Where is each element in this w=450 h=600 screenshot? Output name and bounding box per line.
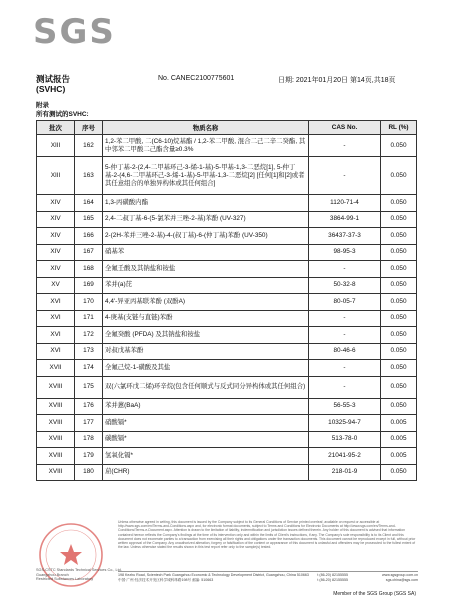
cell-cas: 98-95-3 <box>309 244 381 261</box>
lab-info: SGS-CSTC Standards Technical Services Co., Ltd. Guangzhou Branch Restricted Substances Laboratory <box>36 568 122 581</box>
cell-batch: XIV <box>37 244 75 261</box>
cell-batch: XVIII <box>37 376 75 398</box>
report-title: 测试报告 <box>36 74 71 84</box>
cell-rl: 0.050 <box>381 343 417 360</box>
cell-rl: 0.005 <box>381 431 417 448</box>
cell-cas: 50-32-8 <box>309 277 381 294</box>
cell-substance: 5-仲丁基-2-(2,4-二甲基环己-3-烯-1-基)-5-甲基-1,3-二恶烷[1], 5-仲丁基-2-(4,6-二甲基环己-3-烯-1-基)-5-甲基-1,3-二恶烷[2] [任何[1]和[2]或者其任意组合的单独异构体或其任何组合] <box>103 157 309 195</box>
cell-no: 171 <box>75 310 103 327</box>
cell-no: 170 <box>75 294 103 311</box>
website: www.sgsgroup.com.cn <box>382 573 418 577</box>
table-row <box>37 343 417 360</box>
table-row <box>37 135 417 157</box>
cell-cas: - <box>309 327 381 344</box>
cell-batch: XVIII <box>37 415 75 432</box>
cell-cas: 218-01-9 <box>309 464 381 481</box>
cell-cas: 513-78-0 <box>309 431 381 448</box>
appendix-label: 附录 <box>36 102 49 109</box>
cell-batch: XIV <box>37 261 75 278</box>
cell-substance: 4-庚基(支链与直链)苯酚 <box>103 310 309 327</box>
cell-substance: 全氟癸酸 (PFDA) 及其钠盐和铵盐 <box>103 327 309 344</box>
cell-batch: XVI <box>37 294 75 311</box>
cell-substance: 2-(2H-苯并三唑-2-基)-4-(叔丁基)-6-(仲丁基)苯酚 (UV-350) <box>103 228 309 245</box>
address-block <box>118 573 418 583</box>
table-row <box>37 277 417 294</box>
table-row <box>37 228 417 245</box>
table-row <box>37 294 417 311</box>
cell-no: 164 <box>75 195 103 212</box>
table-row <box>37 211 417 228</box>
cell-substance: 全氟壬酸及其钠盐和铵盐 <box>103 261 309 278</box>
disclaimer-text: Unless otherwise agreed in writing, this document is issued by the Company subject to its General Conditions of Service printed overleaf, available on request or accessible at http://www.sgs.com/en/Terms-and-Conditions.aspx and, for electronic format documents, subject to Terms and Conditions for Electronic Documents at http://www.sgs.com/en/Terms-and-Conditions/Terms-e-Document.aspx. Attention is drawn to the limitation of liability, indemnification and jurisdiction issues defined therein. Any holder of this document is advised that information contained hereon reflects the Company's findings at the time of its intervention only and within the limits of Client's instructions, if any. The Company's sole responsibility is to its Client and this document does not exonerate parties to a transaction from exercising all their rights and obligations under the transaction documents. This document cannot be reproduced except in full, without prior written approval of the Company. Any unauthorized alteration, forgery or falsification of the content or appearance of this document is unlawful and offenders may be prosecuted to the fullest extent of the law. Unless otherwise stated the results shown in this test report refer only to the sample(s) tested. <box>118 520 416 550</box>
cell-batch: XIII <box>37 157 75 195</box>
cell-cas: 80-46-6 <box>309 343 381 360</box>
cell-substance: 4,4'-异亚丙基联苯酚 (双酚A) <box>103 294 309 311</box>
cell-no: 168 <box>75 261 103 278</box>
report-subtitle: (SVHC) <box>36 84 66 94</box>
cell-cas: - <box>309 157 381 195</box>
cell-batch: XVI <box>37 327 75 344</box>
col-batch: 批次 <box>37 121 75 135</box>
cell-rl: 0.050 <box>381 135 417 157</box>
cell-rl: 0.050 <box>381 464 417 481</box>
table-header-row <box>37 121 417 135</box>
cell-rl: 0.050 <box>381 310 417 327</box>
table-row <box>37 195 417 212</box>
cell-rl: 0.050 <box>381 195 417 212</box>
cell-batch: XVIII <box>37 464 75 481</box>
cell-substance: 双(六氯环戊二烯)环辛烷(包含任何顺式与反式同分异构体或其任何组合) <box>103 376 309 398</box>
cell-substance: 碳酸镉* <box>103 431 309 448</box>
cell-substance: 对叔戊基苯酚 <box>103 343 309 360</box>
col-substance: 物质名称 <box>103 121 309 135</box>
cell-rl: 0.050 <box>381 211 417 228</box>
col-rl: RL (%) <box>381 121 417 135</box>
cell-no: 179 <box>75 448 103 465</box>
cell-no: 172 <box>75 327 103 344</box>
col-no: 序号 <box>75 121 103 135</box>
phone-2: t (86-20) 82155555 <box>317 578 348 582</box>
table-row <box>37 398 417 415</box>
address-en: 198 Kezhu Road, Scientech Park Guangzhou Economic & Technology Development District, Guangzhou, China 510663 <box>118 573 309 577</box>
svhc-table <box>36 120 417 481</box>
cell-batch: XVI <box>37 310 75 327</box>
cell-cas: - <box>309 261 381 278</box>
member-line: Member of the SGS Group (SGS SA) <box>333 591 416 597</box>
table-row <box>37 327 417 344</box>
cell-no: 165 <box>75 211 103 228</box>
cell-no: 166 <box>75 228 103 245</box>
cell-cas: 36437-37-3 <box>309 228 381 245</box>
cell-no: 177 <box>75 415 103 432</box>
footer-divider <box>118 571 418 572</box>
address-cn: 中国·广州·经济技术开发区科学城科珠路198号 邮编: 510663 <box>118 578 214 582</box>
cell-cas: 1120-71-4 <box>309 195 381 212</box>
table-row <box>37 431 417 448</box>
cell-batch: XV <box>37 277 75 294</box>
cell-cas: - <box>309 376 381 398</box>
table-row <box>37 464 417 481</box>
cell-no: 175 <box>75 376 103 398</box>
cell-batch: XVIII <box>37 431 75 448</box>
cell-rl: 0.050 <box>381 360 417 377</box>
cell-no: 163 <box>75 157 103 195</box>
cell-substance: 苯并(a)芘 <box>103 277 309 294</box>
cell-substance: 䓛(CHR) <box>103 464 309 481</box>
cell-no: 180 <box>75 464 103 481</box>
cell-no: 167 <box>75 244 103 261</box>
date-and-page: 日期: 2021年01月20日 第14页,共18页 <box>278 77 396 84</box>
cell-no: 169 <box>75 277 103 294</box>
cell-no: 173 <box>75 343 103 360</box>
report-number: No. CANEC2100775601 <box>158 75 235 82</box>
cell-no: 178 <box>75 431 103 448</box>
cell-substance: 1,3-丙磺酸内酯 <box>103 195 309 212</box>
cell-batch: XIII <box>37 135 75 157</box>
cell-rl: 0.005 <box>381 415 417 432</box>
cell-cas: - <box>309 135 381 157</box>
cell-substance: 硝酸镉* <box>103 415 309 432</box>
cell-substance: 2,4-二叔丁基-6-(5-氯苯并三唑-2-基)苯酚 (UV-327) <box>103 211 309 228</box>
cell-substance: 苯并蒽(BaA) <box>103 398 309 415</box>
cell-batch: XIV <box>37 228 75 245</box>
cell-rl: 0.050 <box>381 157 417 195</box>
section-heading: 所有测试的SVHC: <box>36 111 89 118</box>
cell-cas: 10325-94-7 <box>309 415 381 432</box>
cell-rl: 0.050 <box>381 398 417 415</box>
cell-substance: 氢氧化镉* <box>103 448 309 465</box>
cell-batch: XVIII <box>37 448 75 465</box>
table-row <box>37 310 417 327</box>
phone-1: t (86-20) 82155555 <box>317 573 348 577</box>
cell-rl: 0.050 <box>381 228 417 245</box>
table-row <box>37 157 417 195</box>
table-row <box>37 415 417 432</box>
table-row <box>37 261 417 278</box>
cell-no: 162 <box>75 135 103 157</box>
table-row <box>37 360 417 377</box>
sgs-logo: SGS <box>33 12 116 52</box>
cell-cas: 3864-99-1 <box>309 211 381 228</box>
cell-cas: - <box>309 310 381 327</box>
cell-batch: XIV <box>37 195 75 212</box>
cell-no: 174 <box>75 360 103 377</box>
col-cas: CAS No. <box>309 121 381 135</box>
cell-batch: XVIII <box>37 398 75 415</box>
table-row <box>37 376 417 398</box>
cell-rl: 0.050 <box>381 244 417 261</box>
cell-rl: 0.050 <box>381 294 417 311</box>
cell-batch: XIV <box>37 211 75 228</box>
cell-batch: XVI <box>37 343 75 360</box>
cell-cas: 56-55-3 <box>309 398 381 415</box>
table-row <box>37 244 417 261</box>
cell-batch: XVII <box>37 360 75 377</box>
cell-rl: 0.050 <box>381 327 417 344</box>
email: sgs.china@sgs.com <box>385 578 418 582</box>
cell-cas: - <box>309 360 381 377</box>
cell-no: 176 <box>75 398 103 415</box>
cell-rl: 0.050 <box>381 376 417 398</box>
cell-rl: 0.050 <box>381 277 417 294</box>
cell-substance: 硝基苯 <box>103 244 309 261</box>
cell-cas: 80-05-7 <box>309 294 381 311</box>
cell-rl: 0.005 <box>381 448 417 465</box>
cell-substance: 1,2-苯二甲酸, 二(C6-10)烷基酯 / 1,2-苯二甲酸, 混合二己二辛二癸酯, 其中邻苯二甲酸二己酯含量≥0.3% <box>103 135 309 157</box>
cell-substance: 全氟己烷-1-磺酸及其盐 <box>103 360 309 377</box>
table-row <box>37 448 417 465</box>
cell-cas: 21041-95-2 <box>309 448 381 465</box>
cell-rl: 0.050 <box>381 261 417 278</box>
